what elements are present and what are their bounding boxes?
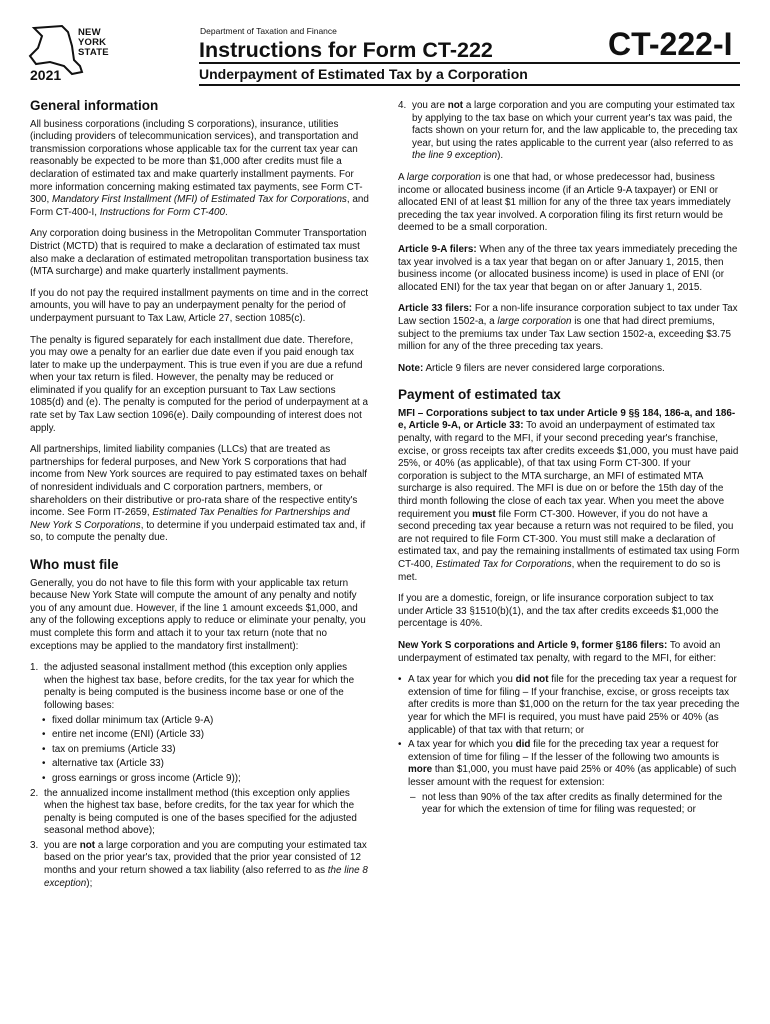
general-information-heading: General information	[30, 98, 159, 113]
exception-item-1: 1. the adjusted seasonal installment method (this exception only applies when the highest tax base, before credits, for the tax year for which the penalty is being computed is the business income base or one of the following bases:	[30, 662, 355, 711]
list-item: – not less than 90% of the tax after credits as finally determined for the year for which the extension of time for filing was requested; or	[410, 791, 723, 816]
left-column	[30, 100, 370, 892]
right-column	[398, 100, 740, 819]
department-name: Department of Taxation and Finance	[200, 26, 337, 36]
general-paragraph-4: The penalty is figured separately for each installment due date. Therefore, you may owe a penalty for an earlier due date even if you paid enough tax later to make up the underpayment. This is true even if you are due a refund when your tax return is filed. However, the penalty may be reduced or eliminated if you qualify for an exception pursuant to Tax Law sections 1085(d) and (e). The penalty is computed for the period of underpayment at a rate set by Tax Law section 1096(e). Daily compounding of interest does not apply.	[30, 334, 368, 434]
exception-item-3: 3. you are not a large corporation and you are computing your estimated tax based on the prior year's tax, provided that the prior year consisted of 12 months and your return showed a tax liability (also referred to as the line 8 exception);	[30, 839, 368, 889]
list-item: • tax on premiums (Article 33)	[42, 743, 176, 755]
form-year: 2021	[30, 67, 62, 83]
who-must-file-heading: Who must file	[30, 557, 119, 572]
mfi-paragraph: MFI – Corporations subject to tax under Article 9 §§ 184, 186-a, and 186-e, Article 9-A, or Article 33: To avoid an underpayment of estimated tax penalty, with regard to the MFI, if your second preceding year's franchise, excise, or gross receipts tax after credits exceeds $1,000, you must have paid 25%, or 40% (as applicable), of that tax using Form CT-300. If your corporation is subject to the MTA surcharge, an MFI of estimated MTA surcharge is also required. The MFI is due on or before the 15th day of the third month following the close of each tax year. When you meet the above requirement you must file Form CT-300. However, if you do not have a second preceding tax year because a return was not required to be filed, you are not required to file Form CT-300. You must still make a declaration of estimated tax, and pay the remaining installments of estimated tax using Form CT-400, Estimated Tax for Corporations, when the requirement to do so is met.	[398, 407, 740, 583]
who-must-file-paragraph: Generally, you do not have to file this form with your applicable tax return because New York State will compute the amount of any penalty and notify you of any amount due. However, if the line 1 amount exceeds $1,000, and any of the following exceptions apply to reduce or eliminate your penalty, you must complete this form and attach it to your tax return (note that no exceptions may be applied to the mandatory first installment):	[30, 577, 366, 652]
large-corporation-definition: A large corporation is one that had, or whose predecessor had, business income or allocated business income (if an Article 9-A taxpayer) or ENI or allocated ENI of at least $1 million for any of the three tax years immediately preceding the tax year involved. A corporation filing its first return would be deemed to be a small corporation.	[398, 171, 731, 234]
general-paragraph-3: If you do not pay the required installment payments on time and in the correct amounts, you will have to pay an underpayment penalty for the period of underpayment pursuant to Tax Law, Article 27, section 1085(c).	[30, 287, 369, 324]
header-rule-bottom	[199, 84, 740, 86]
domestic-corporation-paragraph: If you are a domestic, foreign, or life insurance corporation subject to tax under Article 33 §1510(b)(1), and the tax after credits exceeds $1,000 the percentage is 40%.	[398, 593, 719, 630]
page-title: Instructions for Form CT-222	[199, 38, 493, 62]
form-number: CT-222-I	[608, 26, 733, 62]
general-paragraph-1: All business corporations (including S corporations), insurance, utilities (including providers of telecommunication services), and transportation and transmission corporations whose applicable tax for the current tax year can reasonably be expected to be more than $1,000 after credits must file a declaration of estimated tax and make quarterly installment payments. For more information concerning making estimated tax payments, see Form CT-300, Mandatory First Installment (MFI) of Estimated Tax for Corporations, and Form CT-400-I, Instructions for Form CT-400.	[30, 118, 369, 218]
list-item: • fixed dollar minimum tax (Article 9-A)	[42, 714, 214, 726]
exception-item-4: 4. you are not a large corporation and you are computing your estimated tax by applying to the tax base on which your current year's tax was paid, the facts shown on your return for, and the law applicable to, the preceding tax year, but using the rates applicable to the current year (also referred to as the line 9 exception).	[398, 100, 738, 162]
general-paragraph-2: Any corporation doing business in the Metropolitan Commuter Transportation District (MCTD) that is required to make a declaration of estimated tax must also make a declaration of estimated metropolitan transportation business tax (MTA surcharge) and make quarterly installment payments.	[30, 228, 369, 278]
article-33-filers-paragraph: Article 33 filers: For a non-life insurance corporation subject to tax under Tax Law section 1502-a, a large corporation is one that had direct premiums, subject to the premiums tax under Tax Law section 1502-a, exceeding $3.75 million for any of the three preceding tax years.	[398, 303, 738, 353]
ny-s-corporations-paragraph: New York S corporations and Article 9, former §186 filers: To avoid an underpayment of estimated tax penalty, with regard to the MFI, for either:	[398, 639, 721, 664]
list-item: • alternative tax (Article 33)	[42, 758, 164, 770]
general-paragraph-5: All partnerships, limited liability companies (LLCs) that are treated as partnerships for federal purposes, and New York S corporations that had income from New York sources are required to pay estimated taxes on behalf of nonresident individuals and C corporation partners, members, or shareholders on their distributive or pro-rata share of the respective entity's income. See Form IT-2659, Estimated Tax Penalties for Partnerships and New York S Corporations, to determine if you underpaid estimated tax and, if so, to compute the penalty due.	[30, 444, 368, 544]
page-subtitle: Underpayment of Estimated Tax by a Corporation	[199, 66, 528, 82]
form-header	[0, 0, 770, 100]
list-item: • A tax year for which you did not file for the preceding tax year a request for extension of time for filing – If your franchise, excise, or gross receipts tax after credits is more than $1,000 on the return for the tax year preceding the year for which the MFI is required, you must have paid 25% or 40% (as applicable) of that tax with that return; or	[398, 674, 740, 736]
article-9a-filers-paragraph: Article 9-A filers: When any of the three tax years immediately preceding the tax year involved is a tax year that began on or after January 1, 2015, then business income (or allocated business income) is used in place of ENI (or allocated ENI) for the tax year that began on or after January 1, 2015.	[398, 243, 738, 293]
exception-item-2: 2. the annualized income installment method (this exception only applies when the highest tax base, before credits, for the tax year for which the penalty is being computed is one of the bases specified for the adjusted seasonal method above);	[30, 787, 357, 837]
payment-heading: Payment of estimated tax	[398, 387, 561, 403]
state-name: NEW YORK STATE	[78, 27, 109, 58]
list-item: • gross earnings or gross income (Article 9));	[42, 772, 241, 784]
list-item: • entire net income (ENI) (Article 33)	[42, 729, 205, 741]
list-item: • A tax year for which you did file for the preceding tax year a request for extension of time for filing – If the lesser of the following two amounts is more than $1,000, you must have paid 25% or 40% (as applicable) of such lesser amount with the request for extension:	[398, 739, 737, 788]
note-paragraph: Note: Article 9 filers are never considered large corporations.	[398, 362, 665, 374]
